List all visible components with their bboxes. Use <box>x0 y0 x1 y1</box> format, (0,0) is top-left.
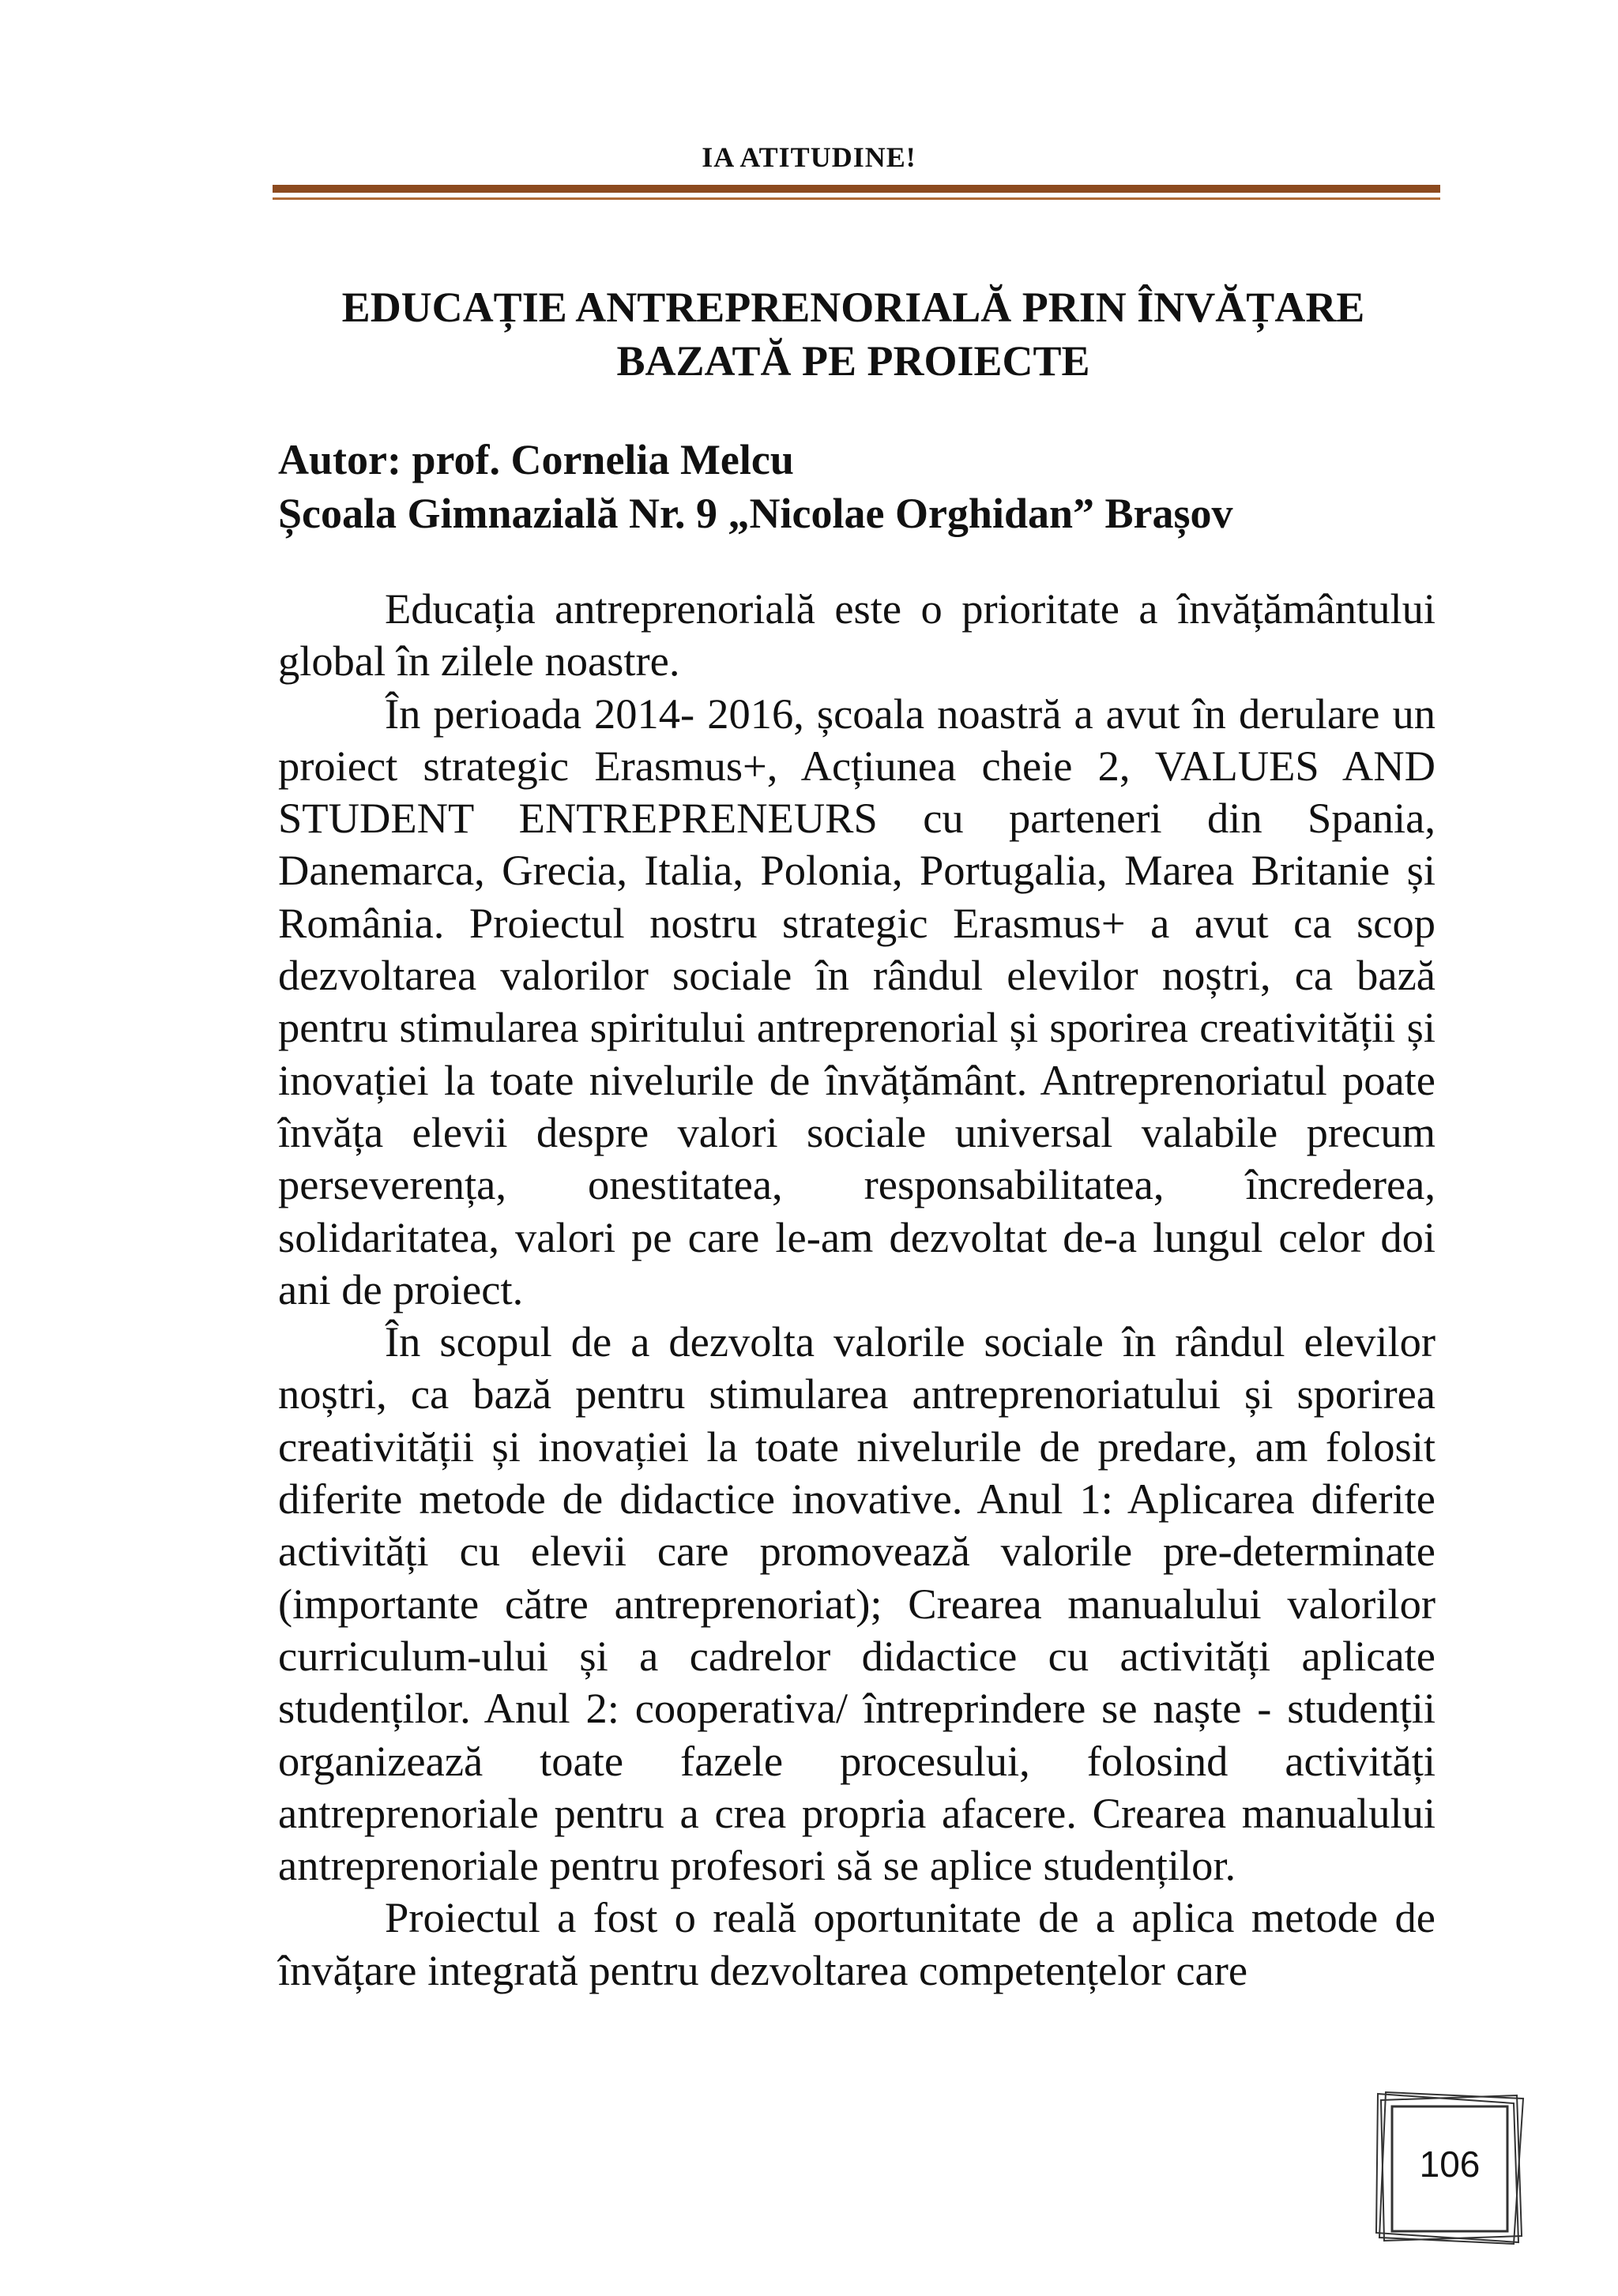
paragraph-1: Educația antreprenorială este o prioritate a învățământului global în zilele noastre. <box>278 584 1436 686</box>
paragraph-4: Proiectul a fost o reală oportunitate de a aplica metode de învățare integrată pentru dezvoltarea competențelor care <box>278 1893 1436 1994</box>
article-title <box>237 280 1469 388</box>
header-rule-thin <box>273 197 1440 200</box>
running-header: IA ATITUDINE! <box>702 141 916 173</box>
paragraph-2: În perioada 2014- 2016, școala noastră a avut în derulare un proiect strategic Erasmus+, Acțiunea cheie 2, VALUES AND STUDENT ENTREPRENEURS cu parteneri din Spania, Danemarca, Grecia, Italia, Polonia, Portugalia, Marea Britanie și România. Proiectul nostru strategic Erasmus+ a avut ca scop dezvoltarea valorilor sociale în rândul elevilor noștri, ca bază pentru stimularea spiritului antreprenorial și sporirea creativității și inovației la toate nivelurile de învățământ. Antreprenoriatul poate învăța elevii despre valori sociale universal valabile precum perseverența, onestitatea, responsabilitatea, încrederea, solidaritatea, valori pe care le-am dezvoltat de-a lungul celor doi ani de proiect. <box>278 689 1436 1313</box>
article-title-line-1: EDUCAȚIE ANTREPRENORIALĂ PRIN ÎNVĂȚARE <box>341 284 1365 331</box>
page-number-badge <box>1375 2089 1525 2247</box>
author-block <box>278 433 1463 540</box>
school-line: Școala Gimnazială Nr. 9 „Nicolae Orghidan” Brașov <box>278 490 1233 537</box>
article-title-line-2: BAZATĂ PE PROIECTE <box>616 337 1090 385</box>
header-rule-thick <box>273 185 1440 193</box>
paragraph-3: În scopul de a dezvolta valorile sociale în rândul elevilor noștri, ca bază pentru stimularea antreprenoriatului și sporirea creativității și inovației la toate nivelurile de predare, am folosit diferite metode de didactice inovative. Anul 1: Aplicarea diferite activități cu elevii care promovează valorile pre-determinate (importante către antreprenoriat); Crearea manualului valorilor curriculum-ului și a cadrelor didactice cu activități aplicate studenților. Anul 2: cooperativa/ întreprindere se naște - studenții organizează toate fazele procesului, folosind activități antreprenoriale pentru a crea propria afacere. Crearea manualului antreprenoriale pentru profesori să se aplice studenților. <box>278 1317 1436 1890</box>
article-body <box>278 583 1436 1997</box>
author-line: Autor: prof. Cornelia Melcu <box>278 436 794 483</box>
page-number: 106 <box>1419 2144 1481 2185</box>
